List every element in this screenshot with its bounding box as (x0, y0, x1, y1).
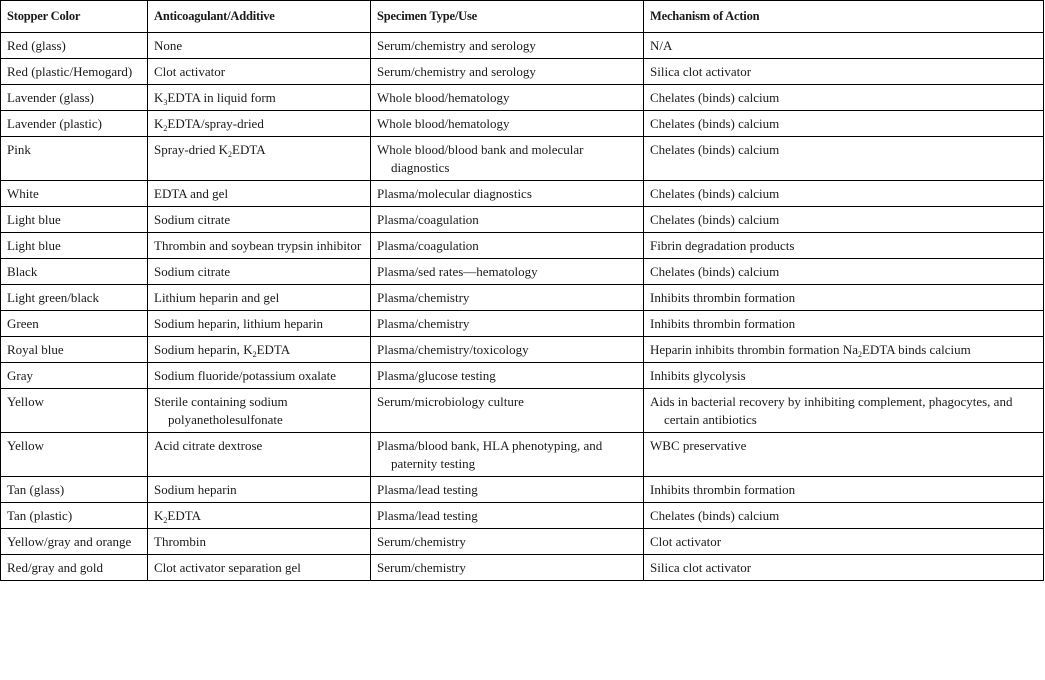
specimen-use-cell: Whole blood/hematology (371, 111, 644, 137)
mechanism-cell: Silica clot activator (644, 59, 1044, 85)
stopper-color-cell: Red/gray and gold (1, 555, 148, 581)
additive-cell: Sodium heparin (148, 477, 371, 503)
stopper-color-cell: Tan (plastic) (1, 503, 148, 529)
additive-cell: Sodium heparin, lithium heparin (148, 311, 371, 337)
mechanism-cell: N/A (644, 33, 1044, 59)
stopper-color-cell: Black (1, 259, 148, 285)
specimen-use-cell: Plasma/sed rates—hematology (371, 259, 644, 285)
specimen-use-cell: Whole blood/hematology (371, 85, 644, 111)
header-stopper-color: Stopper Color (1, 1, 148, 33)
specimen-use-cell: Serum/microbiology culture (371, 389, 644, 433)
stopper-color-cell: White (1, 181, 148, 207)
header-specimen-use: Specimen Type/Use (371, 1, 644, 33)
specimen-use-cell: Plasma/molecular diagnostics (371, 181, 644, 207)
additive-cell: Acid citrate dextrose (148, 433, 371, 477)
stopper-color-cell: Yellow (1, 433, 148, 477)
additive-cell: Sodium fluoride/potassium oxalate (148, 363, 371, 389)
specimen-use-cell: Serum/chemistry and serology (371, 33, 644, 59)
stopper-color-cell: Green (1, 311, 148, 337)
table-row (1, 337, 1044, 363)
stopper-color-cell: Pink (1, 137, 148, 181)
table-row (1, 259, 1044, 285)
additive-cell: $K_3EDTA$ in liquid form (148, 85, 371, 111)
table-row (1, 433, 1044, 477)
mechanism-cell: WBC preservative (644, 433, 1044, 477)
stopper-color-cell: Light green/black (1, 285, 148, 311)
stopper-color-cell: Light blue (1, 233, 148, 259)
stopper-color-cell: Lavender (glass) (1, 85, 148, 111)
mechanism-cell: Inhibits thrombin formation (644, 285, 1044, 311)
mechanism-cell: Chelates (binds) calcium (644, 259, 1044, 285)
mechanism-cell: Silica clot activator (644, 555, 1044, 581)
mechanism-cell: Inhibits glycolysis (644, 363, 1044, 389)
table-row (1, 59, 1044, 85)
additive-cell: Sodium citrate (148, 207, 371, 233)
mechanism-cell: Chelates (binds) calcium (644, 111, 1044, 137)
additive-cell: Thrombin and soybean trypsin inhibitor (148, 233, 371, 259)
specimen-use-cell: Serum/chemistry (371, 529, 644, 555)
specimen-use-cell: Plasma/chemistry (371, 285, 644, 311)
table-row (1, 137, 1044, 181)
table-row (1, 363, 1044, 389)
specimen-use-cell: Plasma/coagulation (371, 233, 644, 259)
specimen-use-cell: Plasma/chemistry/toxicology (371, 337, 644, 363)
mechanism-cell: Inhibits thrombin formation (644, 311, 1044, 337)
specimen-use-cell: Serum/chemistry and serology (371, 59, 644, 85)
specimen-use-cell: Plasma/coagulation (371, 207, 644, 233)
specimen-use-cell: Plasma/glucose testing (371, 363, 644, 389)
additive-cell: Clot activator (148, 59, 371, 85)
stopper-color-cell: Red (glass) (1, 33, 148, 59)
specimen-use-cell: Plasma/chemistry (371, 311, 644, 337)
additive-cell: Lithium heparin and gel (148, 285, 371, 311)
additive-cell: Sodium heparin, $K_2EDTA$ (148, 337, 371, 363)
additive-cell: EDTA and gel (148, 181, 371, 207)
mechanism-cell: Chelates (binds) calcium (644, 137, 1044, 181)
additive-cell: Thrombin (148, 529, 371, 555)
mechanism-cell: Heparin inhibits thrombin formation $Na_2EDTA$ binds calcium (644, 337, 1044, 363)
table-row (1, 111, 1044, 137)
mechanism-cell: Aids in bacterial recovery by inhibiting complement, phagocytes, and certain antibiotics (644, 389, 1044, 433)
mechanism-cell: Clot activator (644, 529, 1044, 555)
additive-cell: Spray-dried $K_2EDTA$ (148, 137, 371, 181)
mechanism-cell: Inhibits thrombin formation (644, 477, 1044, 503)
table-row (1, 233, 1044, 259)
stopper-color-cell: Royal blue (1, 337, 148, 363)
header-mechanism: Mechanism of Action (644, 1, 1044, 33)
additive-cell: Sodium citrate (148, 259, 371, 285)
additive-cell: Clot activator separation gel (148, 555, 371, 581)
stopper-color-cell: Lavender (plastic) (1, 111, 148, 137)
table-row (1, 477, 1044, 503)
mechanism-cell: Chelates (binds) calcium (644, 181, 1044, 207)
mechanism-cell: Chelates (binds) calcium (644, 503, 1044, 529)
table-body (1, 33, 1044, 581)
stopper-color-cell: Tan (glass) (1, 477, 148, 503)
specimen-use-cell: Plasma/blood bank, HLA phenotyping, and paternity testing (371, 433, 644, 477)
specimen-use-cell: Serum/chemistry (371, 555, 644, 581)
table-row (1, 33, 1044, 59)
header-additive: Anticoagulant/Additive (148, 1, 371, 33)
table-row (1, 389, 1044, 433)
stopper-color-cell: Yellow (1, 389, 148, 433)
specimen-use-cell: Plasma/lead testing (371, 503, 644, 529)
table-row (1, 311, 1044, 337)
specimen-use-cell: Plasma/lead testing (371, 477, 644, 503)
table-row (1, 207, 1044, 233)
additive-cell: None (148, 33, 371, 59)
additive-cell: Sterile containing sodium polyanetholesulfonate (148, 389, 371, 433)
table-row (1, 503, 1044, 529)
stopper-color-cell: Light blue (1, 207, 148, 233)
specimen-use-cell: Whole blood/blood bank and molecular diagnostics (371, 137, 644, 181)
table-row (1, 555, 1044, 581)
stopper-color-cell: Red (plastic/Hemogard) (1, 59, 148, 85)
additive-cell: $K_2EDTA/spray$-dried (148, 111, 371, 137)
mechanism-cell: Chelates (binds) calcium (644, 207, 1044, 233)
mechanism-cell: Fibrin degradation products (644, 233, 1044, 259)
additive-cell: $K_2EDTA$ (148, 503, 371, 529)
table-row (1, 85, 1044, 111)
stopper-color-cell: Yellow/gray and orange (1, 529, 148, 555)
header-row (1, 1, 1044, 33)
table-row (1, 529, 1044, 555)
mechanism-cell: Chelates (binds) calcium (644, 85, 1044, 111)
table-row (1, 285, 1044, 311)
table-row (1, 181, 1044, 207)
stopper-color-cell: Gray (1, 363, 148, 389)
